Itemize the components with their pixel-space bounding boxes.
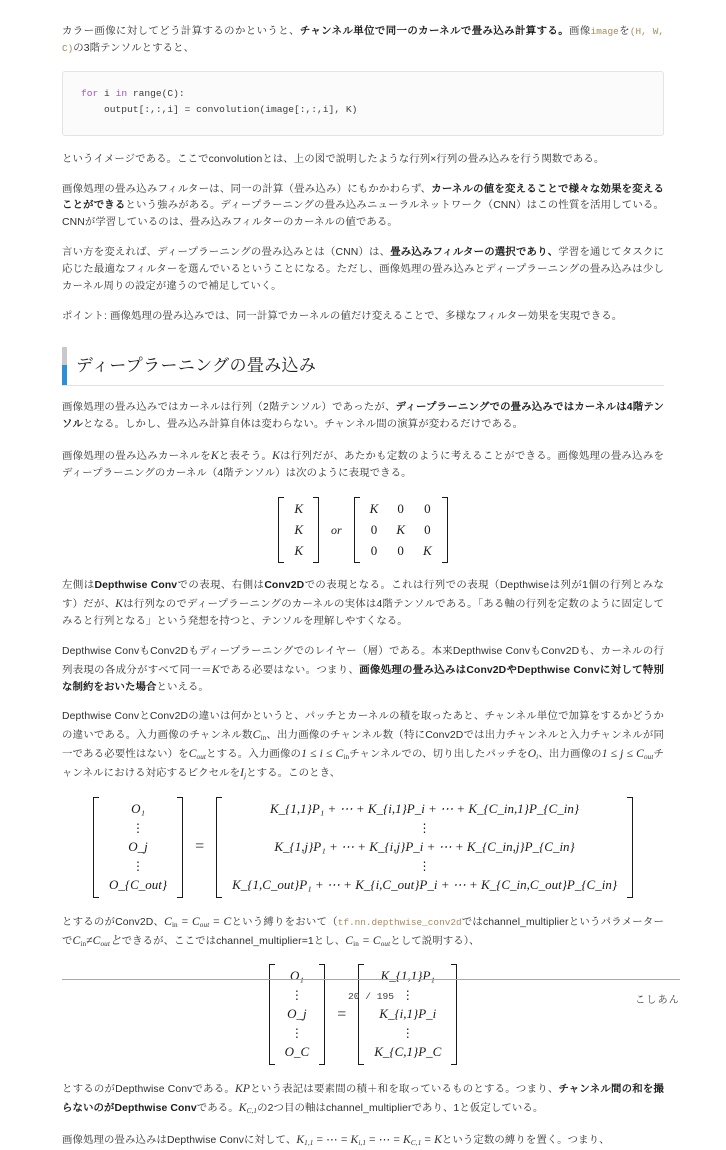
eq2-lhs-row-1: ⋮: [132, 820, 145, 835]
section-heading-deep-learning-convolution: [62, 347, 664, 386]
p12-text-c: チャンネル間の和を撮らないのがDepthwise Conv: [62, 1084, 664, 1115]
inline-math-Cin: $C_{in}$: [252, 728, 267, 743]
p9-text-c: 画像処理の畳み込みはConv2DやDepthwise Convに対して特別な制約をおいた場合: [62, 664, 665, 693]
eq1-rhs-r1c0: 0: [370, 521, 378, 537]
eq1-rhs-r2c1: 0: [397, 542, 404, 558]
p8-text-c: での表現、右側は: [177, 580, 265, 592]
eq3-rhs-row-2: K_{i,1}P_i: [379, 1006, 437, 1022]
p9-text-a: Depthwise ConvもConv2Dもディープラーニングでのレイヤー（層）である。本来Depthwise ConvもConv2Dも、カーネルの行列表現の各成分がすべて同一＝: [62, 645, 664, 676]
p4-text-b: 畳み込みフィルターの選択であり、: [390, 247, 559, 259]
paragraph-11: [62, 913, 664, 951]
code-line2: output[:,:,i] = convolution(image[:,:,i], K): [81, 104, 358, 116]
p3-text-c: という強みがある。ディープラーニングの畳み込みニューラルネットワーク（CNN）はこの性質を活用している。CNNが学習しているのは、畳み込みフィルターのカーネルの値である。: [62, 200, 664, 229]
code-keyword-in: in: [115, 87, 128, 99]
inline-math-KP: KP: [235, 1082, 251, 1096]
p9-text-d: といえる。: [156, 681, 209, 693]
inline-code-depthwise-conv2d: tf.nn.depthwise_conv2d: [337, 916, 462, 928]
eq3-rhs-row-4: K_{C,1}P_C: [374, 1044, 442, 1060]
p12-text-e: の2つ目の軸はchannel_multiplierであり、1と仮定している。: [257, 1103, 544, 1115]
inline-math-cin-eq-cout: $C_{in} = C_{out}$: [345, 933, 391, 948]
p7-text-c: は行列だが、あたかも定数のように考えることができる。画像処理の畳み込みをディープラーニングのカーネル（4階テンソル）は次のように表現できる。: [62, 451, 664, 479]
p12-text-a: とするのがDepthwise Convである。: [62, 1084, 236, 1096]
p8-text-d: Conv2D: [264, 580, 305, 592]
code-keyword-for: for: [81, 87, 99, 99]
p8-text-e: での表現となる。これは行列での表現（Depthwiseは列が1個の行列とみなす）だが、: [62, 580, 664, 611]
p10-text-d: チャンネルでの、切り出したパッチを: [349, 749, 528, 761]
eq1-rhs-r0c2: 0: [424, 500, 431, 516]
p10-text-c: とする。入力画像の: [206, 749, 302, 761]
inline-math-KC1: $K_{C,1}$: [238, 1101, 258, 1115]
inline-math-K-p9: K: [211, 662, 220, 676]
inline-math-K-p8: K: [115, 597, 124, 611]
p3-text-b: カーネルの値を変えることで様々な効果を変えることができる: [62, 183, 664, 212]
eq1-rhs-r1c2: 0: [424, 521, 431, 537]
paragraph-5-point: ポイント: 画像処理の畳み込みでは、同一計算でカーネルの値だけ変えることで、多様なフィルター効果を実現できる。: [62, 310, 623, 322]
p11-text-d: できるが、ここではchannel_multiplier=1とし、: [121, 935, 346, 947]
eq2-rhs-vector: [216, 797, 633, 898]
eq3-rhs-row-0: K_{1,1}P₁: [380, 968, 435, 984]
eq2-rhs-row-4: K_{1,C_out}P₁ + ⋯ + K_{i,C_out}P_i + ⋯ + K_{C_in,C_out}P_{C_in}: [232, 876, 618, 892]
page-footer: [62, 979, 680, 1006]
eq3-operator: =: [337, 1005, 347, 1023]
eq1-lhs-cell-1: K: [294, 521, 303, 537]
paragraph-4: [62, 245, 664, 296]
p11-text-c: ではchannel_multiplierというパラメーターで: [62, 916, 664, 947]
paragraph-9: [62, 644, 664, 697]
p10-text-b: 、出力画像のチャンネル数（特にConv2Dでは出力チャンネルと入力チャンネルが同一である必要性はない）を: [62, 730, 664, 761]
eq2-operator: =: [195, 838, 205, 856]
paragraph-8: [62, 578, 664, 631]
p10-text-g: とする。このとき、: [246, 767, 341, 779]
code-var-i: i: [98, 87, 116, 99]
footer-page-number: 20 / 195: [347, 991, 395, 1002]
inline-math-Cout: $C_{out}$: [188, 747, 207, 761]
p13-text-b: という定数の縛りを置く。つまり、: [441, 1134, 610, 1146]
equation-1-row: [278, 497, 447, 564]
p8-text-f: は行列なのでディープラーニングのカーネルの実体は4階テンソルである。「ある軸の行列を定数のように固定してみると行列となる」という発想を持つと、テンソルを理解しやすくなる。: [62, 599, 664, 628]
eq1-rhs-r0c0: K: [369, 500, 379, 516]
eq1-operator: or: [330, 522, 342, 537]
eq2-lhs-row-2: O_j: [128, 838, 148, 854]
inline-math-cin-neq-cout: $C_{in}\ne C_{out}$と: [72, 933, 122, 948]
inline-math-Ij: $I_j$: [240, 765, 247, 780]
eq3-lhs-row-0: O₁: [289, 968, 304, 984]
inline-math-cin-cout-c: $C_{in} = C_{out} = C$: [164, 914, 232, 929]
inline-math-range-i: $1 \le i \le C_{in}$: [301, 747, 350, 761]
eq1-rhs-r0c1: 0: [397, 500, 404, 516]
p4-text-c: 学習を通じてタスクに応じた最適なフィルターを選んでいるということになる。ただし、画像処理の畳み込みとディープラーニングの畳み込みは少しカーネル周りの設定が違うので補足していく。: [62, 247, 665, 292]
eq3-lhs-row-3: ⋮: [290, 1026, 303, 1041]
p11-text-b: という縛りをおいて（: [231, 916, 338, 928]
equation-2: [62, 797, 664, 898]
equation-1: [62, 497, 664, 564]
p11-text-e: として説明する）、: [390, 935, 480, 947]
paragraph-1: [62, 24, 664, 58]
p11-text-a: とするのがConv2D、: [62, 916, 165, 928]
paragraph-10: [62, 709, 664, 782]
p6-text-a: 画像処理の畳み込みではカーネルは行列（2階テンソル）であったが、: [62, 402, 396, 414]
p1-text-c: 画像: [569, 26, 591, 37]
inline-math-range-j: $1 \le j \le C_{out}$: [601, 747, 654, 761]
eq3-lhs-row-1: ⋮: [290, 988, 303, 1003]
eq2-lhs-row-3: ⋮: [132, 858, 145, 873]
paragraph-13: [62, 1131, 664, 1150]
inline-math-Oi: $O_i$: [527, 747, 539, 761]
p7-text-b: と表そう。: [218, 451, 273, 463]
eq3-rhs-row-1: ⋮: [401, 988, 414, 1003]
inline-code-hwc: (H, W, C): [62, 26, 664, 54]
p1-text-b: チャンネル単位で同一のカーネルで畳み込み計算する。: [299, 26, 570, 37]
code-block: [62, 71, 664, 136]
eq1-left-vector: [278, 497, 319, 564]
p9-text-b: である必要はない。つまり、: [219, 664, 360, 676]
code-block-content: [81, 86, 645, 119]
footer-author: こしあん: [635, 995, 680, 1006]
p6-text-c: となる。しかし、畳み込み計算自体は変わらない。チャンネル間の演算が変わるだけである。: [83, 419, 524, 431]
p10-text-a: Depthwise ConvとConv2Dの違いは何かというと、パッチとカーネルの積を取ったあと、チャンネル単位で加算をするかどうかの違いである。入力画像のチャンネル数: [62, 711, 664, 742]
eq2-lhs-vector: [93, 797, 183, 898]
inline-math-K-constraint: $K_{1,1}$ = ⋯ = $K_{i,1}$ = ⋯ = $K_{C,1} = K$: [296, 1132, 442, 1147]
equation-2-row: [93, 797, 633, 898]
paragraph-3: [62, 182, 664, 233]
inline-math-K2: K: [272, 449, 281, 463]
eq1-rhs-r1c1: K: [396, 521, 405, 537]
code-line1-rest: range(C):: [127, 87, 185, 99]
eq1-rhs-r2c0: 0: [370, 542, 378, 558]
eq1-lhs-cell-2: K: [294, 542, 303, 558]
eq3-rhs-row-3: ⋮: [401, 1026, 414, 1041]
p12-text-d: である。: [196, 1103, 239, 1115]
eq1-lhs-cell-0: K: [294, 500, 303, 516]
p1-text-d: を: [618, 26, 630, 37]
eq1-rhs-r2c2: K: [423, 542, 432, 558]
p13-text-a: 画像処理の畳み込みはDepthwise Convに対して、: [62, 1134, 297, 1146]
eq2-rhs-row-0: K_{1,1}P₁ + ⋯ + K_{i,1}P_i + ⋯ + K_{C_in,1}P_{C_in}: [270, 800, 580, 816]
p10-text-e: 、出力画像の: [538, 749, 602, 761]
paragraph-7: [62, 447, 664, 483]
p1-text-a: カラー画像に対してどう計算するのかというと、: [62, 26, 300, 37]
p6-text-b: ディープラーニングでの畳み込みではカーネルは4階テンソル: [62, 402, 664, 431]
p7-text-a: 画像処理の畳み込みカーネルを: [62, 451, 211, 463]
eq2-lhs-row-0: O₁: [131, 800, 145, 816]
paragraph-2: というイメージである。ここでconvolutionとは、上の図で説明したような行列×行列の畳み込みを行う関数である。: [62, 153, 605, 165]
eq3-lhs-row-4: O_C: [284, 1044, 310, 1060]
heading-accent-bar: [62, 347, 67, 385]
p8-text-a: 左側は: [62, 580, 95, 592]
inline-math-K1: K: [210, 449, 219, 463]
p8-text-b: Depthwise Conv: [94, 580, 178, 592]
p4-text-a: 言い方を変えれば、ディープラーニングの畳み込みとは（CNN）は、: [62, 247, 391, 259]
eq2-lhs-row-4: O_{C_out}: [108, 876, 168, 892]
p12-text-b: という表記は要素間の積＋和を取っているものとする。つまり、: [250, 1084, 559, 1096]
eq2-rhs-row-3: ⋮: [418, 858, 431, 873]
paragraph-6: [62, 400, 664, 434]
p10-text-f: チャンネルにおける対応するピクセルを: [62, 749, 665, 779]
inline-code-image: image: [590, 26, 619, 37]
paragraph-12: [62, 1080, 664, 1118]
p1-text-e: の3階テンソルとすると、: [73, 42, 195, 54]
eq3-lhs-row-2: O_j: [287, 1006, 307, 1022]
eq1-right-matrix: [354, 497, 448, 564]
eq2-rhs-row-2: K_{1,j}P₁ + ⋯ + K_{i,j}P_i + ⋯ + K_{C_in,j}P_{C_in}: [274, 838, 575, 854]
eq2-rhs-row-1: ⋮: [418, 820, 431, 835]
heading-text: ディープラーニングの畳み込み: [76, 356, 317, 376]
p3-text-a: 画像処理の畳み込みフィルターは、同一の計算（畳み込み）にもかかわらず、: [62, 183, 432, 195]
